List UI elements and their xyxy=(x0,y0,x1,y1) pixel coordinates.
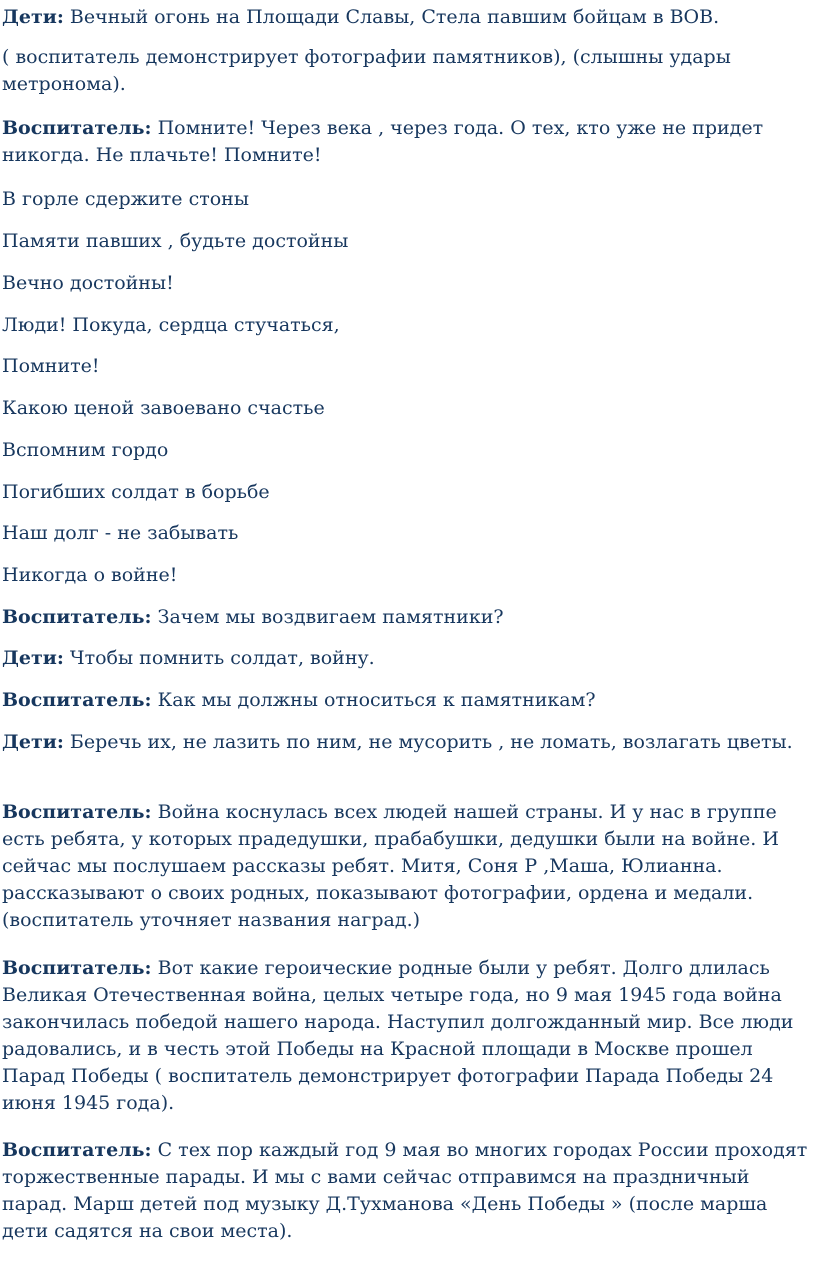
paragraph-text: Как мы должны относиться к памятникам? xyxy=(151,689,596,711)
paragraph-text: Помните! xyxy=(2,355,100,377)
speaker-label: Дети: xyxy=(2,647,64,669)
paragraph xyxy=(2,955,808,1117)
paragraph-text: Вечно достойны! xyxy=(2,272,174,294)
paragraph-text: Чтобы помнить солдат, войну. xyxy=(63,647,375,669)
paragraph-text: Вспомним гордо xyxy=(2,439,169,461)
paragraph xyxy=(2,645,808,672)
speaker-label: Воспитатель: xyxy=(2,606,152,628)
poem-line xyxy=(2,437,808,464)
paragraph xyxy=(2,687,808,714)
speaker-label: Дети: xyxy=(2,731,64,753)
poem-line xyxy=(2,270,808,297)
speaker-label: Воспитатель: xyxy=(2,117,152,139)
poem-line xyxy=(2,186,808,213)
poem-line xyxy=(2,353,808,380)
paragraph-text: Памяти павших , будьте достойны xyxy=(2,230,349,252)
paragraph xyxy=(2,1137,808,1245)
paragraph-text: Никогда о войне! xyxy=(2,564,178,586)
speaker-label: Воспитатель: xyxy=(2,1139,152,1161)
paragraph xyxy=(2,604,808,631)
paragraph-text: Вот какие героические родные были у ребят. Долго длилась Великая Отечественная война, целых четыре года, но 9 мая 1945 года война закончилась победой нашего народа. Наступил долгожданный мир. Все люди радовались, и в честь этой Победы на Красной площади в Москве прошел Парад Победы ( воспитатель демонстрирует фотографии Парада Победы 24 июня 1945 года). xyxy=(2,957,794,1114)
poem-line xyxy=(2,228,808,255)
paragraph-text: Зачем мы воздвигаем памятники? xyxy=(151,606,504,628)
paragraph-text: Война коснулась всех людей нашей страны. И у нас в группе есть ребята, у которых прадедушки, прабабушки, дедушки были на войне. И сейчас мы послушаем рассказы ребят. Митя, Соня Р ,Маша, Юлианна. рассказывают о своих родных, показывают фотографии, ордена и медали. (воспитатель уточняет названия наград.) xyxy=(2,801,779,931)
speaker-label: Воспитатель: xyxy=(2,957,152,979)
poem-line xyxy=(2,520,808,547)
paragraph xyxy=(2,799,808,934)
paragraph-text: Какою ценой завоевано счастье xyxy=(2,397,325,419)
speaker-label: Воспитатель: xyxy=(2,689,152,711)
poem-line xyxy=(2,312,808,339)
paragraph-text: Вечный огонь на Площади Славы, Стела павшим бойцам в ВОВ. xyxy=(63,6,720,28)
poem-line xyxy=(2,562,808,589)
poem-line xyxy=(2,479,808,506)
speaker-label: Дети: xyxy=(2,6,64,28)
paragraph xyxy=(2,729,808,756)
paragraph-text: Погибших солдат в борьбе xyxy=(2,481,270,503)
paragraph xyxy=(2,115,808,169)
speaker-label: Воспитатель: xyxy=(2,801,152,823)
paragraph xyxy=(2,44,808,98)
poem-line xyxy=(2,395,808,422)
paragraph-text: Люди! Покуда, сердца стучаться, xyxy=(2,314,340,336)
paragraph xyxy=(2,4,808,31)
paragraph-text: С тех пор каждый год 9 мая во многих городах России проходят торжественные парады. И мы с вами сейчас отправимся на праздничный парад. Марш детей под музыку Д.Тухманова «День Победы » (после марша дети садятся на свои места). xyxy=(2,1139,808,1242)
paragraph-text: Помните! Через века , через года. О тех, кто уже не придет никогда. Не плачьте! Помните! xyxy=(2,117,764,166)
paragraph-text: Наш долг - не забывать xyxy=(2,522,239,544)
paragraph-text: Беречь их, не лазить по ним, не мусорить , не ломать, возлагать цветы. xyxy=(63,731,793,753)
paragraph-text: В горле сдержите стоны xyxy=(2,188,249,210)
paragraph-text: ( воспитатель демонстрирует фотографии памятников), (слышны удары метронома). xyxy=(2,46,731,95)
